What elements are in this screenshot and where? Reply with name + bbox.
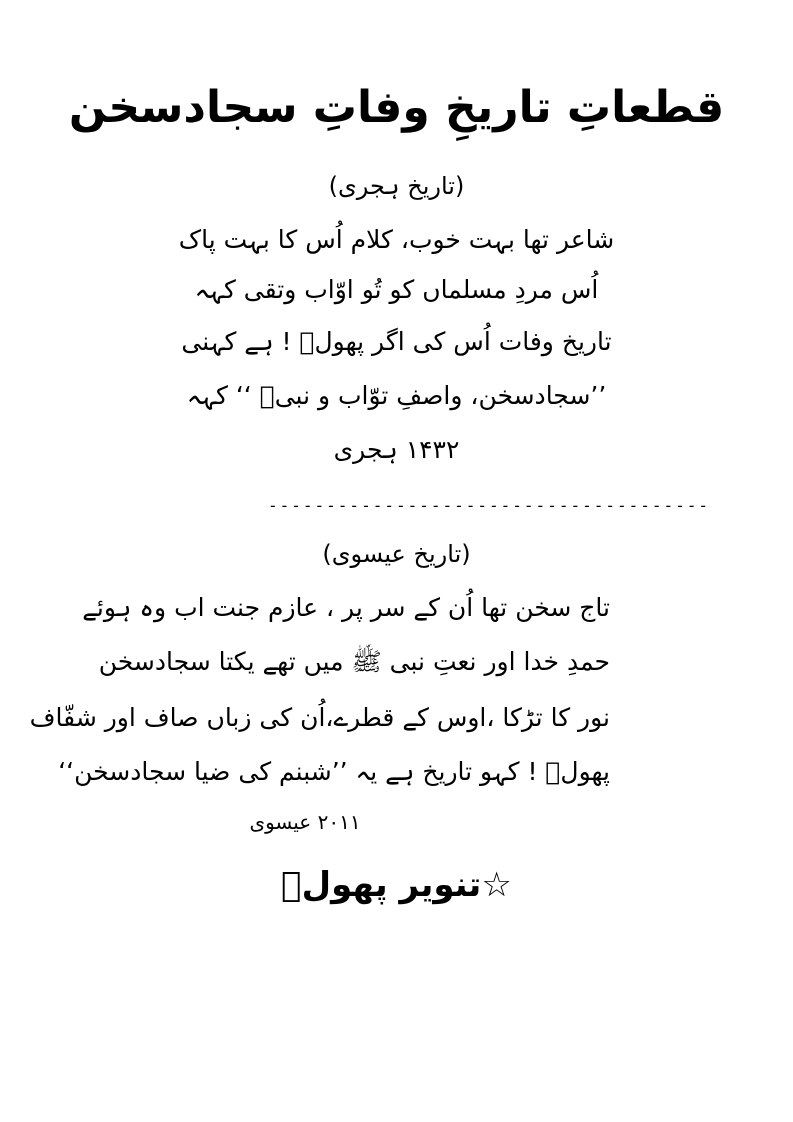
section-divider: -------------------------------------- bbox=[268, 496, 711, 515]
isvi-verse-line-3: نور کا تڑکا ،اوس کے قطرے،اُن کی زباں صاف اور شفّاف bbox=[29, 703, 610, 732]
isvi-heading: (تاریخ عیسوی) bbox=[322, 540, 471, 568]
isvi-verse-line-1: تاج سخن تھا اُن کے سر پر ، عازم جنت اب وہ ہوئے bbox=[82, 593, 610, 622]
poet-signature: ☆تنویر پھولؔ bbox=[281, 865, 512, 905]
hijri-year: ۱۴۳۲ ہجری bbox=[333, 435, 460, 464]
hijri-verse-line-1: شاعر تھا بہت خوب، کلام اُس کا بہت پاک bbox=[178, 225, 615, 254]
page-title: قطعاتِ تاریخِ وفاتِ سجادسخن bbox=[68, 82, 725, 133]
hijri-verse-line-3: تاریخ وفات اُس کی اگر پھولؔ ! ہے کہنی bbox=[181, 327, 612, 356]
isvi-verse-line-4: پھولؔ ! کہو تاریخ ہے یہ ’’شبنم کی ضیا سجادسخن‘‘ bbox=[58, 757, 610, 786]
hijri-verse-line-4: ’’سجادسخن، واصفِ توّاب و نبیؐ ‘‘ کہہ bbox=[186, 381, 607, 410]
isvi-year: ۲۰۱۱ عیسوی bbox=[249, 810, 361, 834]
hijri-verse-line-2: اُس مردِ مسلماں کو تُو اوّاب وتقی کہہ bbox=[194, 275, 599, 304]
isvi-verse-line-2: حمدِ خدا اور نعتِ نبی ﷺ میں تھے یکتا سجادسخن bbox=[98, 647, 610, 676]
hijri-heading: (تاریخ ہجری) bbox=[328, 172, 465, 200]
